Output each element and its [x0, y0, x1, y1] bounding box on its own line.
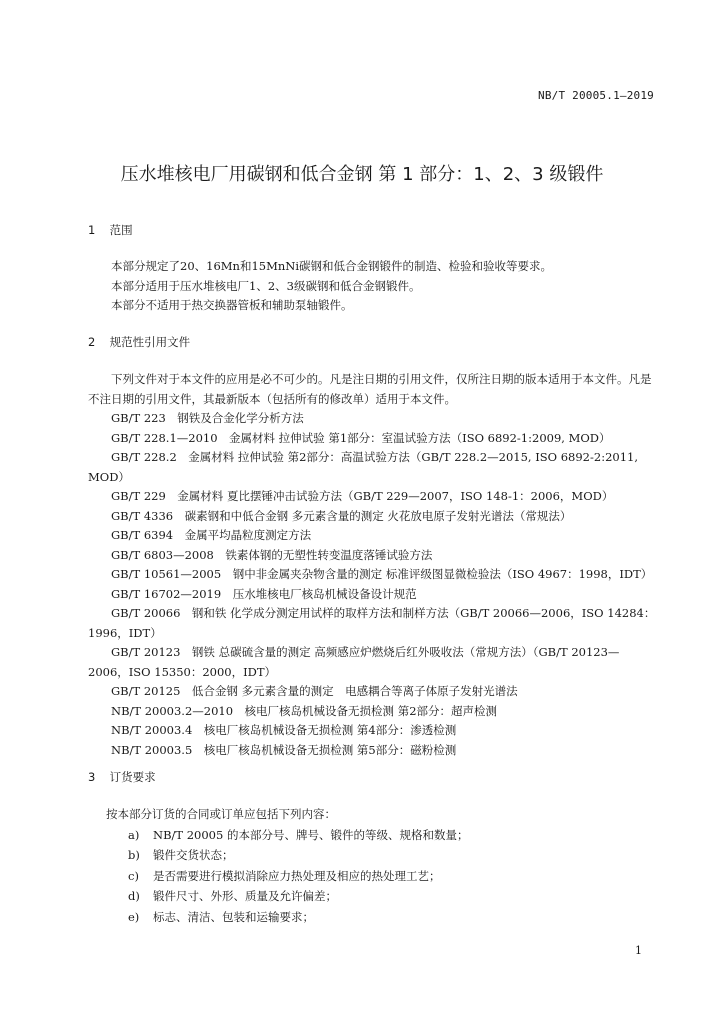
reference-item: GB/T 6394 金属平均晶粒度测定方法: [111, 528, 312, 542]
section-3-body: [88, 804, 658, 927]
item-text: NB/T 20005 的本部分号、牌号、锻件的等级、规格和数量；: [153, 827, 469, 842]
section-title: 订货要求: [109, 770, 156, 784]
item-label: c): [128, 868, 139, 883]
reference-item: NB/T 20003.2—2010 核电厂核岛机械设备无损检测 第2部分：超声检测: [111, 703, 498, 718]
section-2-body: [88, 370, 658, 760]
reference-item: GB/T 228.1—2010 金属材料 拉伸试验 第1部分：室温试验方法（ISO 6892-1:2009, MOD）: [111, 430, 611, 445]
section-1-body: [88, 257, 658, 316]
reference-item: GB/T 6803—2008 铁素体钢的无塑性转变温度落锤试验方法: [111, 547, 433, 562]
item-label: e): [128, 909, 140, 924]
reference-item: GB/T 20066 钢和铁 化学成分测定用试样的取样方法和制样方法（GB/T 20066—2006，ISO 14284：1996，IDT）: [88, 606, 656, 640]
paragraph: 本部分不适用于热交换器管板和辅助泵轴锻件。: [111, 298, 353, 312]
item-text: 标志、清洁、包装和运输要求；: [153, 909, 314, 924]
list-item: [88, 907, 658, 928]
item-label: b): [128, 848, 140, 862]
item-text: 是否需要进行模拟消除应力热处理及相应的热处理工艺；: [153, 868, 441, 883]
list-item: [88, 825, 658, 846]
paragraph: 本部分适用于压水堆核电厂1、2、3级碳钢和低合金钢锻件。: [111, 278, 421, 293]
reference-item: GB/T 20123 钢铁 总碳硫含量的测定 高频感应炉燃烧后红外吸收法（常规方法）（GB/T 20123—2006，ISO 15350：2000，IDT）: [88, 645, 620, 679]
reference-item: GB/T 228.2 金属材料 拉伸试验 第2部分：高温试验方法（GB/T 228.2—2015, ISO 6892-2:2011, MOD）: [88, 450, 638, 484]
reference-item: GB/T 20125 低合金钢 多元素含量的测定 电感耦合等离子体原子发射光谱法: [111, 684, 518, 698]
section-number: 1: [88, 223, 96, 237]
item-label: a): [128, 827, 140, 842]
reference-item: NB/T 20003.4 核电厂核岛机械设备无损检测 第4部分：渗透检测: [111, 723, 457, 737]
document-title: 压水堆核电厂用碳钢和低合金钢 第 1 部分：1、2、3 级锻件: [120, 164, 604, 185]
section-title: 规范性引用文件: [109, 335, 191, 349]
reference-item: GB/T 4336 碳素钢和中低合金钢 多元素含量的测定 火花放电原子发射光谱法（常规法）: [111, 508, 572, 523]
document-number: NB/T 20005.1—2019: [538, 89, 654, 102]
item-label: d): [128, 889, 140, 903]
item-text: 锻件交货状态；: [153, 848, 234, 862]
page-number: 1: [635, 944, 642, 957]
reference-item: GB/T 16702—2019 压水堆核电厂核岛机械设备设计规范: [111, 586, 417, 601]
section-title: 范围: [109, 223, 133, 237]
section-number: 2: [88, 335, 96, 349]
reference-item: NB/T 20003.5 核电厂核岛机械设备无损检测 第5部分：磁粉检测: [111, 742, 457, 757]
item-text: 锻件尺寸、外形、质量及允许偏差；: [153, 889, 337, 903]
reference-item: GB/T 223 钢铁及合金化学分析方法: [111, 411, 304, 425]
section-2-heading: [88, 334, 190, 350]
intro-paragraph: 下列文件对于本文件的应用是必不可少的。凡是注日期的引用文件，仅所注日期的版本适用于本文件。凡是不注日期的引用文件，其最新版本（包括所有的修改单）适用于本文件。: [88, 372, 652, 406]
list-item: [88, 886, 658, 907]
list-item: [88, 866, 658, 887]
reference-item: GB/T 229 金属材料 夏比摆锤冲击试验方法（GB/T 229—2007，ISO 148-1：2006，MOD）: [111, 489, 614, 503]
reference-item: GB/T 10561—2005 钢中非金属夹杂物含量的测定 标准评级图显微检验法（ISO 4967：1998，IDT）: [111, 567, 653, 581]
list-item: [88, 845, 658, 866]
section-1-heading: [88, 222, 133, 238]
section-number: 3: [88, 770, 96, 784]
intro-paragraph: 按本部分订货的合同或订单应包括下列内容：: [106, 807, 336, 821]
paragraph: 本部分规定了20、16Mn和15MnNi碳钢和低合金钢锻件的制造、检验和验收等要求。: [111, 259, 552, 273]
section-3-heading: [88, 769, 156, 785]
